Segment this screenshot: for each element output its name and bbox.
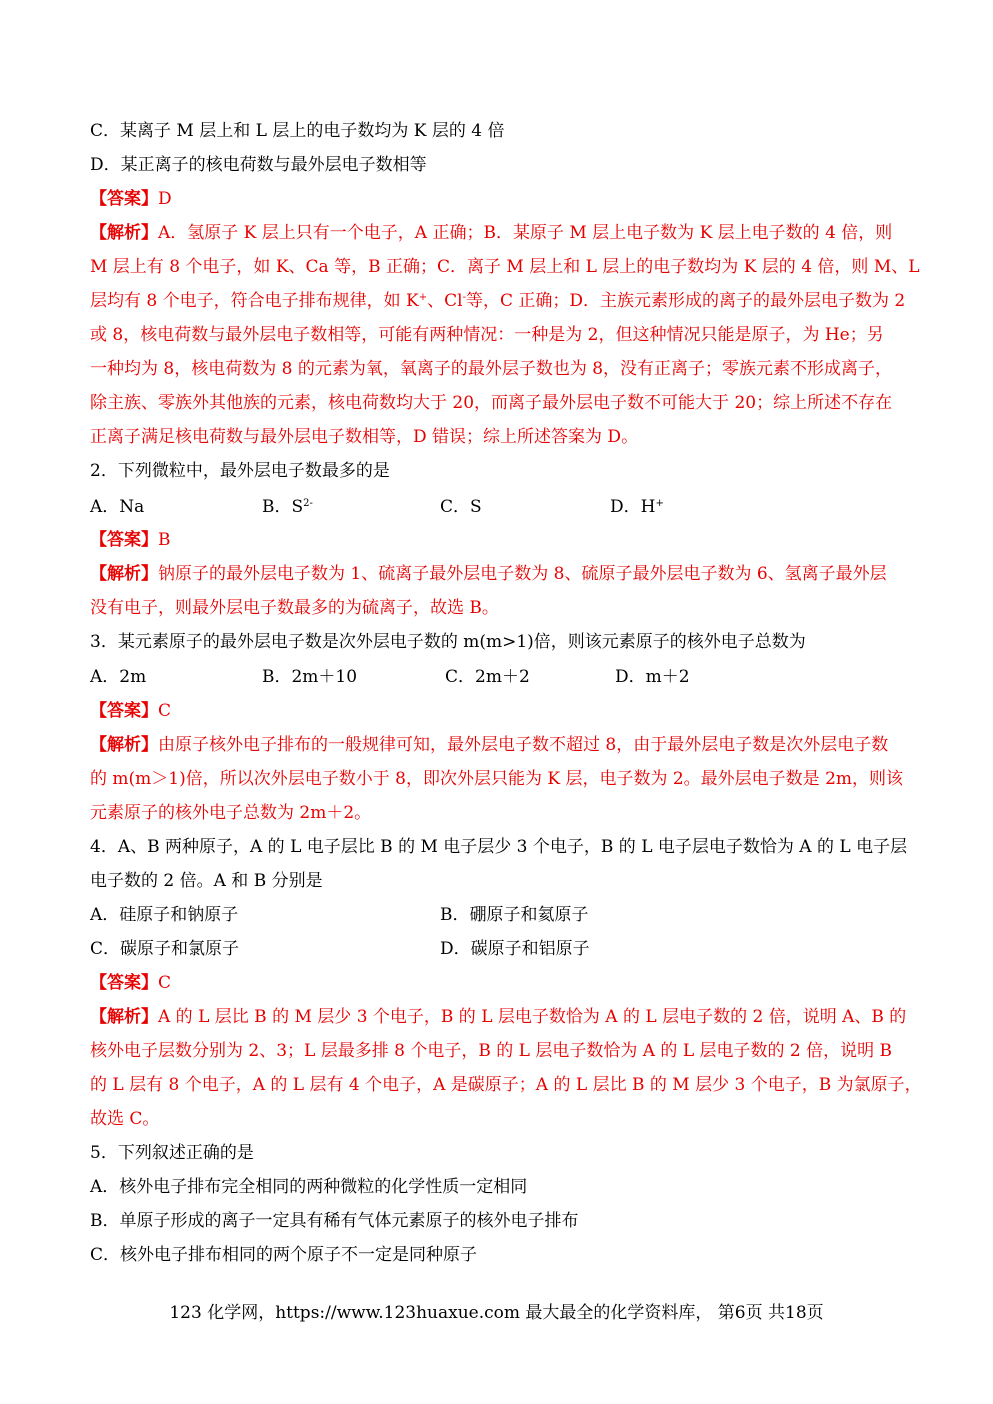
q5-option-a: A．核外电子排布完全相同的两种微粒的化学性质一定相同 — [90, 1177, 528, 1197]
q4-explanation-line: 的 L 层有 8 个电子，A 的 L 层有 4 个电子，A 是碳原子；A 的 L 层比 B 的 M 层少 3 个电子，B 为氯原子， — [90, 1075, 922, 1095]
q4-explanation-line: 故选 C。 — [90, 1109, 160, 1129]
superscript-charge: 2- — [303, 498, 313, 509]
q3-explanation-line — [90, 734, 905, 756]
q3-explanation-line: 元素原子的核外电子总数为 2m＋2。 — [90, 803, 372, 823]
q2-option-b — [262, 496, 313, 518]
answer-value: B — [158, 530, 171, 550]
q1-option-d: D．某正离子的核电荷数与最外层电子数相等 — [90, 155, 427, 175]
q4-explanation-line — [90, 1006, 905, 1028]
q3-option-c: C．2m＋2 — [445, 667, 530, 687]
superscript-charge: + — [418, 292, 428, 303]
q3-answer — [90, 700, 905, 722]
explanation-label: 【解析】 — [90, 223, 158, 243]
explanation-label: 【解析】 — [90, 1007, 158, 1027]
q1-explanation-line: M 层上有 8 个电子，如 K、Ca 等，B 正确；C．离子 M 层上和 L 层上的电子数均为 K 层的 4 倍，则 M、L — [90, 257, 920, 277]
answer-label: 【答案】 — [90, 189, 158, 209]
q4-option-c: C．碳原子和氯原子 — [90, 939, 240, 959]
q2-stem: 2．下列微粒中，最外层电子数最多的是 — [90, 461, 390, 481]
q4-explanation-line: 核外电子层数分别为 2、3；L 层最多排 8 个电子，B 的 L 层电子数恰为 A 的 L 层电子数的 2 倍，说明 B — [90, 1041, 893, 1061]
explanation-text: 、Cl — [427, 291, 463, 311]
answer-label: 【答案】 — [90, 701, 158, 721]
explanation-text: 钠原子的最外层电子数为 1、硫离子最外层电子数为 8、硫原子最外层电子数为 6、氢离子最外层 — [158, 564, 887, 584]
q4-option-d: D．碳原子和铝原子 — [440, 939, 590, 959]
explanation-text: A 的 L 层比 B 的 M 层少 3 个电子，B 的 L 层电子数恰为 A 的 L 层电子数的 2 倍，说明 A、B 的 — [158, 1007, 907, 1027]
q3-option-d: D．m＋2 — [615, 667, 690, 687]
q5-stem: 5．下列叙述正确的是 — [90, 1143, 254, 1163]
explanation-text: A．氢原子 K 层上只有一个电子，A 正确；B．某原子 M 层上电子数为 K 层上电子数的 4 倍，则 — [158, 223, 893, 243]
q1-explanation-line: 一种均为 8，核电荷数为 8 的元素为氧，氧离子的最外层子数也为 8，没有正离子；零族元素不形成离子， — [90, 359, 893, 379]
q1-explanation-line: 或 8，核电荷数与最外层电子数相等，可能有两种情况：一种是为 2，但这种情况只能是原子，为 He；另 — [90, 325, 884, 345]
q2-option-d — [610, 496, 664, 518]
option-text: B．S — [262, 497, 304, 517]
q4-stem: 4．A、B 两种原子，A 的 L 电子层比 B 的 M 电子层少 3 个电子，B 的 L 电子层电子数恰为 A 的 L 电子层 — [90, 837, 908, 857]
q1-explanation-line: 正离子满足核电荷数与最外层电子数相等，D 错误；综上所述答案为 D。 — [90, 427, 639, 447]
q4-option-a: A．硅原子和钠原子 — [90, 905, 239, 925]
superscript-charge: - — [462, 292, 466, 303]
q1-answer — [90, 188, 905, 210]
answer-label: 【答案】 — [90, 973, 158, 993]
q1-explanation-line — [90, 290, 905, 312]
explanation-label: 【解析】 — [90, 735, 158, 755]
q2-option-c: C．S — [440, 497, 482, 517]
page-footer: 123 化学网，https://www.123huaxue.com 最大最全的化学资料库， 第6页 共18页 — [169, 1303, 824, 1323]
q2-answer — [90, 529, 905, 551]
q2-option-a: A．Na — [90, 497, 145, 517]
q4-option-b: B．硼原子和氦原子 — [440, 905, 589, 925]
explanation-label: 【解析】 — [90, 564, 158, 584]
q3-option-a: A．2m — [90, 667, 147, 687]
q3-explanation-line: 的 m(m＞1)倍，所以次外层电子数小于 8，即次外层只能为 K 层，电子数为 2。最外层电子数是 2m，则该 — [90, 769, 904, 789]
q1-explanation-line: 除主族、零族外其他族的元素，核电荷数均大于 20，而离子最外层电子数不可能大于 20；综上所述不存在 — [90, 393, 893, 413]
answer-value: D — [158, 189, 172, 209]
q3-stem: 3．某元素原子的最外层电子数是次外层电子数的 m(m>1)倍，则该元素原子的核外电子总数为 — [90, 632, 806, 652]
option-text: D．H — [610, 497, 656, 517]
q2-explanation-line: 没有电子，则最外层电子数最多的为硫离子，故选 B。 — [90, 598, 499, 618]
q1-explanation-line — [90, 222, 905, 244]
q1-option-c: C．某离子 M 层上和 L 层上的电子数均为 K 层的 4 倍 — [90, 121, 505, 141]
superscript-charge: + — [655, 498, 664, 509]
explanation-text: 等，C 正确；D．主族元素形成的离子的最外层电子数为 2 — [465, 291, 906, 311]
answer-value: C — [158, 973, 172, 993]
q4-stem: 电子数的 2 倍。A 和 B 分别是 — [90, 871, 323, 891]
answer-label: 【答案】 — [90, 530, 158, 550]
q3-option-b: B．2m＋10 — [262, 667, 358, 687]
q5-option-b: B．单原子形成的离子一定具有稀有气体元素原子的核外电子排布 — [90, 1211, 579, 1231]
q2-explanation-line — [90, 563, 905, 585]
explanation-text: 由原子核外电子排布的一般规律可知，最外层电子数不超过 8，由于最外层电子数是次外层电子数 — [158, 735, 889, 755]
q4-answer — [90, 972, 905, 994]
q5-option-c: C．核外电子排布相同的两个原子不一定是同种原子 — [90, 1245, 478, 1265]
answer-value: C — [158, 701, 172, 721]
explanation-text: 层均有 8 个电子，符合电子排布规律，如 K — [90, 291, 419, 311]
